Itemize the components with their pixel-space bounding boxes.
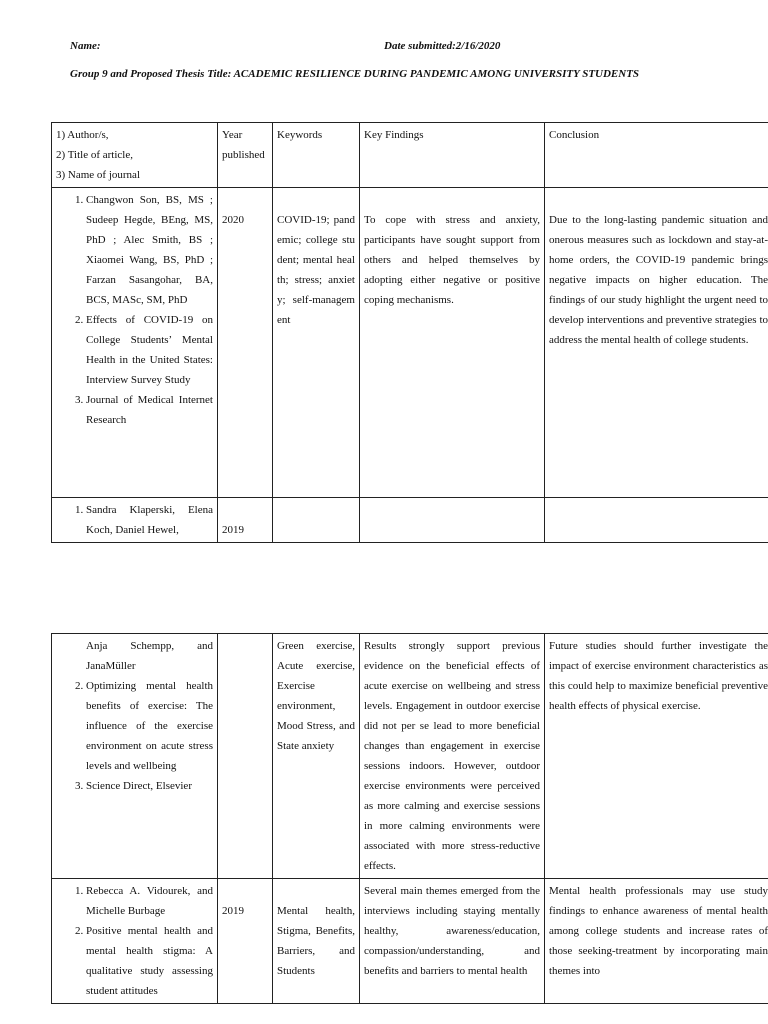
thesis-title: Group 9 and Proposed Thesis Title: ACADEMIC RESILIENCE DURING PANDEMIC AMONG UNIVERSITY STUDENTS <box>70 68 640 80</box>
row2-cont-author-cell <box>52 634 218 879</box>
row3-findings: Several main themes emerged from the interviews including staying mentally healthy, awareness/education, compassion/understanding, and benefits and barriers to mental health <box>360 879 545 1004</box>
row1-author-cell <box>52 188 218 498</box>
row2-author-cell <box>52 498 218 543</box>
header-journal-line: 3) Name of journal <box>56 169 140 181</box>
row3-title: 2. Positive mental health and mental health stigma: A qualitative study assessing student attitudes <box>86 921 213 1001</box>
row2-keywords: Green exercise, Acute exercise, Exercise environment, Mood Stress, and State anxiety <box>273 634 360 879</box>
date-submitted: Date submitted:2/16/2020 <box>384 40 501 52</box>
row3-author-cell <box>52 879 218 1004</box>
row2-cont-year-empty <box>218 634 273 879</box>
header-author-line: 1) Author/s, <box>56 129 109 141</box>
row2-year: 2019 <box>218 498 273 543</box>
row1-keywords-cell <box>273 188 360 498</box>
row3-keywords-cell <box>273 879 360 1004</box>
row3-conclusion: Mental health professionals may use study findings to enhance awareness of mental health among college students and increase rates of those seeking-treatment by incorporating main themes into <box>545 879 768 1004</box>
row1-findings: To cope with stress and anxiety, participants have sought support from others and helped themselves by adopting either negative or positive coping mechanisms. <box>364 214 540 306</box>
table-row <box>52 188 768 498</box>
table-row <box>52 634 768 879</box>
table-header-row <box>52 123 768 188</box>
literature-table-page-2 <box>51 633 768 1004</box>
row3-year: 2019 <box>218 879 273 1004</box>
row1-authors: 1. Changwon Son, BS, MS ; Sudeep Hegde, BEng, MS, PhD ; Alec Smith, BS ; Xiaomei Wang, BS, PhD ; Farzan Sasangohar, BA, BCS, MASc, SM, PhD <box>86 190 213 310</box>
row3-authors: 1. Rebecca A. Vidourek, and Michelle Burbage <box>86 881 213 921</box>
row1-year: 2020 <box>218 188 273 498</box>
header-title-line: 2) Title of article, <box>56 149 133 161</box>
header-author-cell <box>52 123 218 188</box>
row2-authors-cont: Anja Schempp, and JanaMüller <box>86 640 213 672</box>
header-keywords: Keywords <box>273 123 360 188</box>
row2-title: 2. Optimizing mental health benefits of exercise: The influence of the exercise environment on acute stress levels and wellbeing <box>86 676 213 776</box>
row1-title: 2. Effects of COVID-19 on College Students’ Mental Health in the United States: Interview Survey Study <box>86 310 213 390</box>
row1-keywords: COVID-19; pandemic; college student; mental health; stress; anxiety; self-management <box>277 214 355 326</box>
header-year: Year published <box>218 123 273 188</box>
row1-journal: 3. Journal of Medical Internet Research <box>86 390 213 430</box>
row1-findings-cell <box>360 188 545 498</box>
header-conclusion: Conclusion <box>545 123 768 188</box>
row2-authors: 1. Sandra Klaperski, Elena Koch, Daniel Hewel, <box>86 500 213 540</box>
literature-table-page-1 <box>51 122 768 543</box>
header-findings: Key Findings <box>360 123 545 188</box>
row2-conclusion-empty <box>545 498 768 543</box>
row2-keywords-empty <box>273 498 360 543</box>
row2-conclusion: Future studies should further investigate the impact of exercise environment characteristics as this could help to maximize beneficial preventive health effects of physical exercise. <box>545 634 768 879</box>
row1-conclusion: Due to the long-lasting pandemic situation and onerous measures such as lockdown and stay-at-home orders, the COVID-19 pandemic brings negative impacts on higher education. The findings of our study highlight the urgent need to develop interventions and preventive strategies to address the mental health of college students. <box>549 214 768 346</box>
table-row <box>52 879 768 1004</box>
row1-conclusion-cell <box>545 188 768 498</box>
name-label: Name: <box>70 40 101 52</box>
table-row <box>52 498 768 543</box>
row2-findings-empty <box>360 498 545 543</box>
row2-journal: 3. Science Direct, Elsevier <box>86 776 213 796</box>
row3-keywords: Mental health, Stigma, Benefits, Barriers, and Students <box>277 905 355 977</box>
row2-findings: Results strongly support previous evidence on the beneficial effects of acute exercise on wellbeing and stress levels. Engagement in outdoor exercise did not per se lead to more beneficial changes than engagement in exercise sessions indoors. However, outdoor exercise environments were perceived as more calming and exercise sessions in more calming environments were associated with more stress-reductive effects. <box>360 634 545 879</box>
